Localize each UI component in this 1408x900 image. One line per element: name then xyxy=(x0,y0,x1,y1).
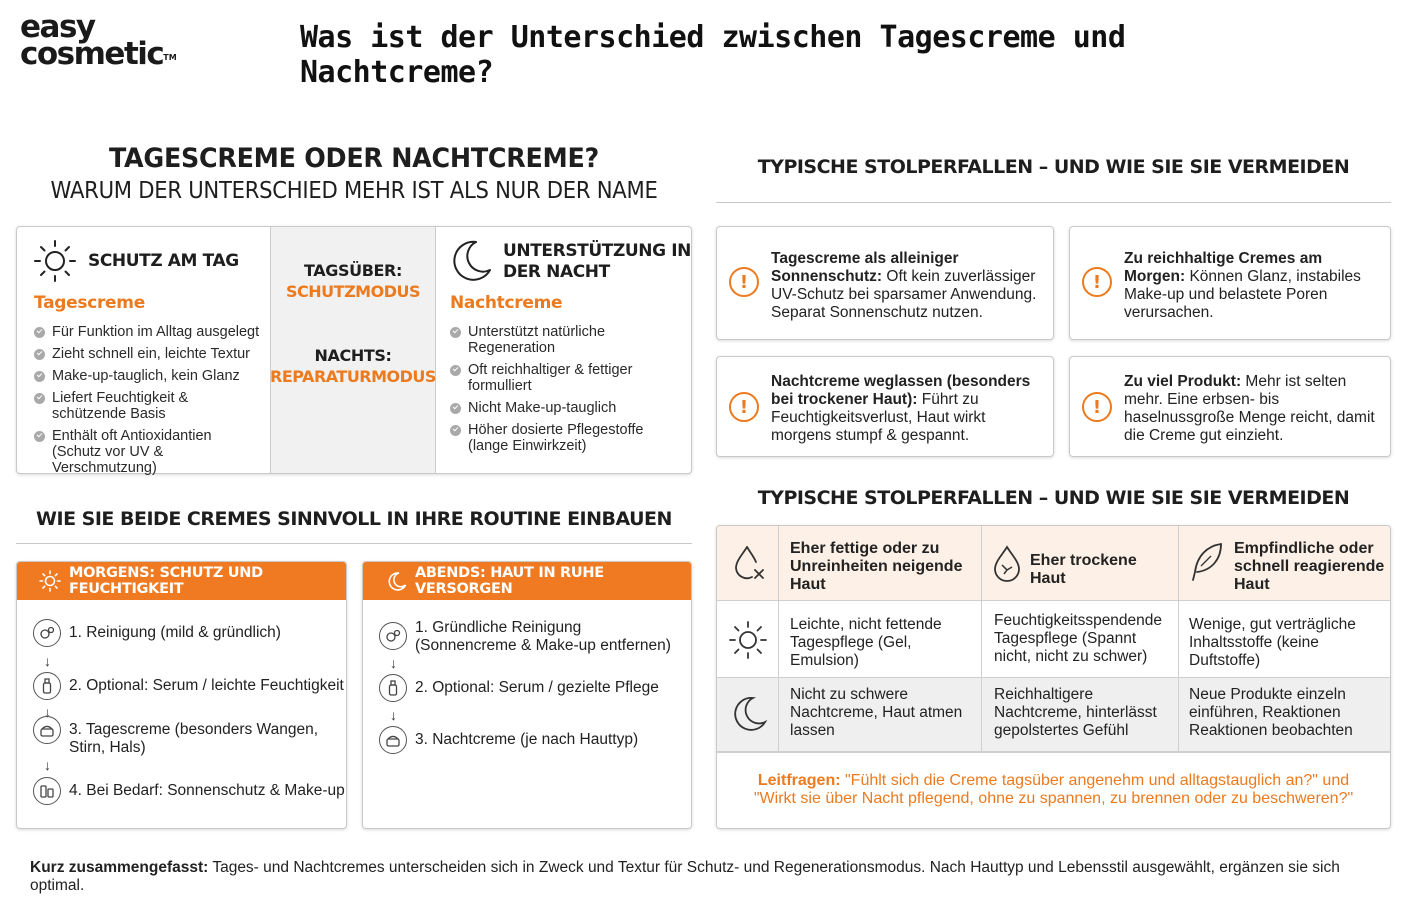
routine-title: WIE SIE BEIDE CREMES SINNVOLL IN IHRE ROUTINE EINBAUEN xyxy=(36,508,672,530)
pitfall-body: Mehr ist selten mehr. Eine erbsen- bis haselnussgroße Menge reicht, damit die Creme gut einzieht. xyxy=(1124,373,1375,444)
serum-bottle-icon xyxy=(379,674,407,702)
morning-heading: MORGENS: SCHUTZ UND FEUCHTIGKEIT xyxy=(69,565,263,597)
morning-header xyxy=(17,562,346,600)
routine-divider xyxy=(16,543,692,544)
serum-bottle-icon xyxy=(33,672,61,700)
summary-text: Tages- und Nachtcremes unterscheiden sich in Zweck und Textur für Schutz- und Regenerationsmodus. Nach Hauttyp und Lebensstil ausgewählt, ergänzen sie sich optimal. xyxy=(30,859,1340,894)
pitfall-card-2 xyxy=(1069,226,1391,340)
pitfall-card-3 xyxy=(716,356,1054,457)
skin-table-title: TYPISCHE STOLPERFALLEN – UND WIE SIE SIE VERMEIDEN xyxy=(757,487,1350,509)
sunscreen-makeup-icon xyxy=(33,777,61,805)
list-item: Für Funktion im Alltag ausgelegt xyxy=(34,324,262,340)
pitfall-body: Oft kein zuverlässiger UV-Schutz bei sparsamer Anwendung. Separat Sonnenschutz nutzen. xyxy=(771,268,1037,321)
night-heading-line1: UNTERSTÜTZUNG IN xyxy=(503,241,691,261)
table-cell: Neue Produkte einzeln einführen, Reaktionen Reaktionen beobachten xyxy=(1189,686,1353,739)
warning-icon: ! xyxy=(1082,267,1112,297)
warning-icon: ! xyxy=(729,392,759,422)
oily-drop-icon xyxy=(730,543,768,583)
step-label: 2. Optional: Serum / leichte Feuchtigkeit xyxy=(69,677,344,694)
list-item: Zieht schnell ein, leichte Textur xyxy=(34,346,262,362)
morning-step-3 xyxy=(33,721,323,757)
arrow-down-icon: ↓ xyxy=(44,653,51,669)
table-divider xyxy=(717,752,1390,753)
pitfall-text xyxy=(1124,373,1382,445)
evening-heading: ABENDS: HAUT IN RUHE VERSORGEN xyxy=(415,565,604,597)
dry-skin-drop-icon xyxy=(990,543,1024,583)
cleanser-icon xyxy=(33,619,61,647)
logo-line2: cosmetic xyxy=(20,35,164,72)
moon-icon xyxy=(448,238,494,284)
guide-text: "Fühlt sich die Creme tagsüber angenehm und alltagstauglich an?" und "Wirkt sie über Nacht pflegend, ohne zu spannen, zu brennen oder zu beschweren?" xyxy=(753,772,1354,807)
evening-card xyxy=(362,561,692,829)
pitfall-bold: Nachtcreme weglassen (besonders bei trockener Haut): xyxy=(771,373,1031,408)
arrow-down-icon: ↓ xyxy=(390,707,397,723)
morning-card xyxy=(16,561,347,829)
logo-tm: TM xyxy=(163,52,177,62)
table-cell: Nicht zu schwere Nachtcreme, Haut atmen lassen xyxy=(790,686,963,739)
day-bullets xyxy=(34,324,262,482)
list-item: Nicht Make-up-tauglich xyxy=(450,400,686,416)
summary-bold: Kurz zusammengefasst: xyxy=(30,859,209,876)
warning-icon: ! xyxy=(729,267,759,297)
pitfall-bold: Zu viel Produkt: xyxy=(1124,373,1242,390)
table-cell: Leichte, nicht fettende Tagespflege (Gel, Emulsion) xyxy=(790,616,942,669)
skin-type-table xyxy=(716,525,1391,829)
logo-line1: easy xyxy=(20,9,95,45)
middle-night-value: REPARATURMODUS xyxy=(270,367,436,386)
pitfall-body: Führt zu Feuchtigkeitsverlust, Haut wirkt morgens stumpf & gespannt. xyxy=(771,391,986,444)
compare-subtitle: WARUM DER UNTERSCHIED MEHR IST ALS NUR DER NAME xyxy=(50,178,658,204)
day-subheading: Tagescreme xyxy=(34,293,145,313)
pitfall-bold: Zu reichhaltige Cremes am Morgen: xyxy=(1124,250,1323,285)
morning-step-4 xyxy=(33,782,345,805)
day-heading: SCHUTZ AM TAG xyxy=(88,251,239,271)
arrow-down-icon: ↓ xyxy=(44,757,51,773)
step-label: 3. Tagescreme (besonders Wangen, Stirn, Hals) xyxy=(69,721,318,756)
pitfall-card-1 xyxy=(716,226,1054,340)
step-label: 2. Optional: Serum / gezielte Pflege xyxy=(415,679,659,696)
night-heading-line2: DER NACHT xyxy=(503,262,610,282)
table-col-divider xyxy=(778,526,779,752)
night-heading xyxy=(503,241,691,283)
pitfall-text xyxy=(771,250,1045,322)
pitfall-card-4 xyxy=(1069,356,1391,457)
guide-bold: Leitfragen: xyxy=(757,772,841,789)
compare-title: TAGESCREME ODER NACHTCREME? xyxy=(108,143,600,174)
middle-day-value: SCHUTZMODUS xyxy=(286,282,420,301)
table-header-dry: Eher trockene Haut xyxy=(1030,552,1137,587)
feather-icon xyxy=(1187,540,1227,584)
arrow-down-icon: ↓ xyxy=(390,655,397,671)
sun-icon xyxy=(39,570,61,592)
step-label: 3. Nachtcreme (je nach Hauttyp) xyxy=(415,731,639,748)
list-item: Make-up-tauglich, kein Glanz xyxy=(34,368,262,384)
moon-icon xyxy=(387,571,407,591)
pitfall-text xyxy=(1124,250,1382,322)
table-cell: Wenige, gut verträgliche Inhaltsstoffe (keine Duftstoffe) xyxy=(1189,616,1356,669)
list-item: Enthält oft Antioxidantien (Schutz vor UV & Verschmutzung) xyxy=(34,428,262,476)
sun-icon xyxy=(728,620,768,660)
table-header-oily: Eher fettige oder zu Unreinheiten neigende Haut xyxy=(790,540,963,593)
middle-night-label: NACHTS: xyxy=(314,346,392,365)
guiding-questions xyxy=(717,772,1390,808)
summary xyxy=(30,859,1390,895)
pitfalls-divider xyxy=(716,202,1391,203)
middle-day-label: TAGSÜBER: xyxy=(304,261,402,280)
sun-icon xyxy=(33,239,77,283)
evening-header xyxy=(363,562,691,600)
list-item: Liefert Feuchtigkeit & schützende Basis xyxy=(34,390,262,422)
cream-jar-icon xyxy=(33,716,61,744)
brand-logo xyxy=(20,9,180,72)
list-item: Unterstützt natürliche Regeneration xyxy=(450,324,686,356)
step-label: 1. Reinigung (mild & gründlich) xyxy=(69,624,281,641)
evening-step-2 xyxy=(379,679,659,702)
night-subheading: Nachtcreme xyxy=(450,293,563,313)
warning-icon: ! xyxy=(1082,392,1112,422)
list-item: Höher dosierte Pflegestoffe (lange Einwirkzeit) xyxy=(450,422,686,454)
moon-icon xyxy=(729,694,769,734)
step-label: 1. Gründliche Reinigung (Sonnencreme & Make-up entfernen) xyxy=(415,619,671,654)
evening-step-3 xyxy=(379,731,638,754)
table-col-divider xyxy=(981,526,982,752)
step-label: 4. Bei Bedarf: Sonnenschutz & Make-up xyxy=(69,782,345,799)
evening-step-1 xyxy=(379,619,679,655)
table-col-divider xyxy=(1178,526,1179,752)
pitfalls-title: TYPISCHE STOLPERFALLEN – UND WIE SIE SIE VERMEIDEN xyxy=(757,156,1350,178)
morning-step-1 xyxy=(33,624,281,647)
morning-step-2 xyxy=(33,677,344,700)
table-cell: Reichhaltigere Nachtcreme, hinterlässt gepolstertes Gefühl xyxy=(994,686,1157,739)
list-item: Oft reichhaltiger & fettiger formulliert xyxy=(450,362,686,394)
pitfall-bold: Tagescreme als alleiniger Sonnenschutz: xyxy=(771,250,959,285)
pitfall-body: Können Glanz, instabiles Make-up und belastete Poren verursachen. xyxy=(1124,268,1361,321)
cleanser-icon xyxy=(379,622,407,650)
table-header-sensitive: Empfindliche oder schnell reagierende Haut xyxy=(1234,540,1385,593)
pitfall-text xyxy=(771,373,1045,445)
night-bullets xyxy=(450,324,686,460)
table-cell: Feuchtigkeitsspendende Tagespflege (Spannt nicht, nicht zu schwer) xyxy=(994,612,1163,665)
arrow-down-icon: ↓ xyxy=(44,704,51,720)
cream-jar-icon xyxy=(379,726,407,754)
page-title: Was ist der Unterschied zwischen Tagescreme und Nachtcreme? xyxy=(300,20,1126,90)
